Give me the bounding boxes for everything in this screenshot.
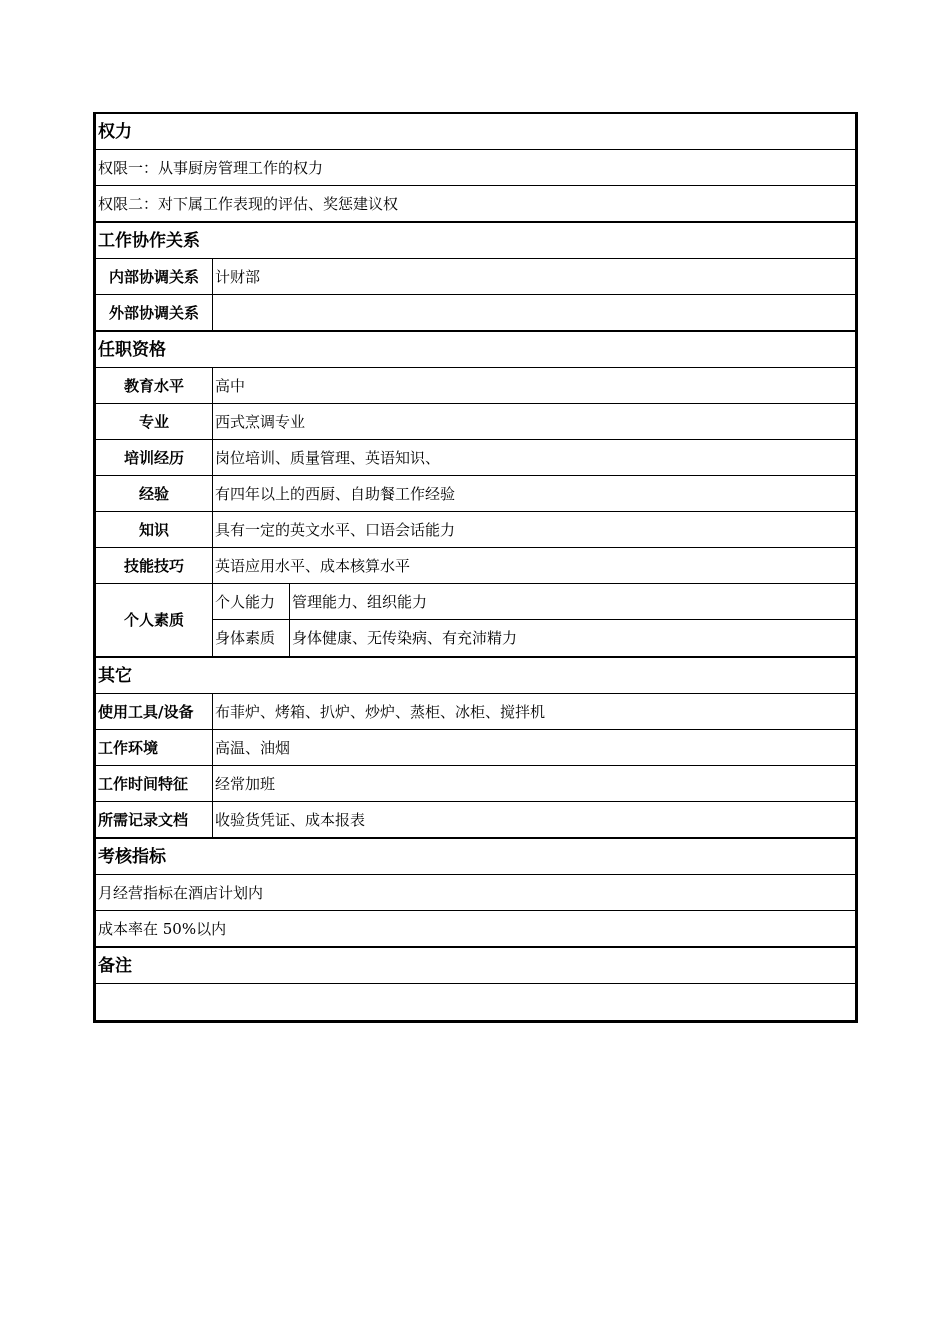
tools-value: 布菲炉、烤箱、扒炉、炒炉、蒸柜、冰柜、搅拌机 bbox=[213, 694, 856, 730]
experience-value: 有四年以上的西厨、自助餐工作经验 bbox=[213, 476, 856, 512]
experience-label: 经验 bbox=[96, 476, 213, 512]
remarks-content-row bbox=[96, 984, 856, 1021]
skills-row bbox=[96, 548, 856, 584]
internal-relations-row bbox=[96, 259, 856, 295]
environment-row bbox=[96, 730, 856, 766]
section-title-authority: 权力 bbox=[96, 114, 856, 150]
work-time-row bbox=[96, 766, 856, 802]
education-label: 教育水平 bbox=[96, 368, 213, 404]
training-value: 岗位培训、质量管理、英语知识、 bbox=[213, 440, 856, 476]
documents-label: 所需记录文档 bbox=[96, 802, 213, 839]
internal-relations-label: 内部协调关系 bbox=[96, 259, 213, 295]
assessment-row-1 bbox=[96, 875, 856, 911]
environment-label: 工作环境 bbox=[96, 730, 213, 766]
personal-ability-row bbox=[96, 584, 856, 620]
skills-label: 技能技巧 bbox=[96, 548, 213, 584]
section-title-remarks: 备注 bbox=[96, 947, 856, 984]
major-row bbox=[96, 404, 856, 440]
skills-value: 英语应用水平、成本核算水平 bbox=[213, 548, 856, 584]
work-time-label: 工作时间特征 bbox=[96, 766, 213, 802]
job-description-table bbox=[93, 112, 858, 1023]
authority-row-2 bbox=[96, 186, 856, 223]
section-title-assessment: 考核指标 bbox=[96, 838, 856, 875]
tools-label: 使用工具/设备 bbox=[96, 694, 213, 730]
section-assessment-row bbox=[96, 838, 856, 875]
training-row bbox=[96, 440, 856, 476]
knowledge-label: 知识 bbox=[96, 512, 213, 548]
physical-value: 身体健康、无传染病、有充沛精力 bbox=[290, 620, 856, 658]
external-relations-label: 外部协调关系 bbox=[96, 295, 213, 332]
authority-item-1: 权限一：从事厨房管理工作的权力 bbox=[96, 150, 856, 186]
authority-item-2: 权限二：对下属工作表现的评估、奖惩建议权 bbox=[96, 186, 856, 223]
experience-row bbox=[96, 476, 856, 512]
assessment-item-1: 月经营指标在酒店计划内 bbox=[96, 875, 856, 911]
ability-label: 个人能力 bbox=[213, 584, 290, 620]
education-row bbox=[96, 368, 856, 404]
knowledge-row bbox=[96, 512, 856, 548]
major-label: 专业 bbox=[96, 404, 213, 440]
authority-row-1 bbox=[96, 150, 856, 186]
education-value: 高中 bbox=[213, 368, 856, 404]
assessment-row-2 bbox=[96, 911, 856, 948]
external-relations-value bbox=[213, 295, 856, 332]
section-title-other: 其它 bbox=[96, 657, 856, 694]
remarks-content bbox=[96, 984, 856, 1021]
knowledge-value: 具有一定的英文水平、口语会话能力 bbox=[213, 512, 856, 548]
tools-row bbox=[96, 694, 856, 730]
section-authority-row bbox=[96, 114, 856, 150]
personal-quality-label: 个人素质 bbox=[96, 584, 213, 658]
section-title-relations: 工作协作关系 bbox=[96, 222, 856, 259]
section-other-row bbox=[96, 657, 856, 694]
external-relations-row bbox=[96, 295, 856, 332]
training-label: 培训经历 bbox=[96, 440, 213, 476]
work-time-value: 经常加班 bbox=[213, 766, 856, 802]
documents-row bbox=[96, 802, 856, 839]
documents-value: 收验货凭证、成本报表 bbox=[213, 802, 856, 839]
environment-value: 高温、油烟 bbox=[213, 730, 856, 766]
major-value: 西式烹调专业 bbox=[213, 404, 856, 440]
section-title-qualifications: 任职资格 bbox=[96, 331, 856, 368]
section-relations-row bbox=[96, 222, 856, 259]
internal-relations-value: 计财部 bbox=[213, 259, 856, 295]
section-qualifications-row bbox=[96, 331, 856, 368]
physical-label: 身体素质 bbox=[213, 620, 290, 658]
form-table bbox=[95, 114, 856, 1021]
ability-value: 管理能力、组织能力 bbox=[290, 584, 856, 620]
section-remarks-row bbox=[96, 947, 856, 984]
assessment-item-2: 成本率在 50%以内 bbox=[96, 911, 856, 948]
